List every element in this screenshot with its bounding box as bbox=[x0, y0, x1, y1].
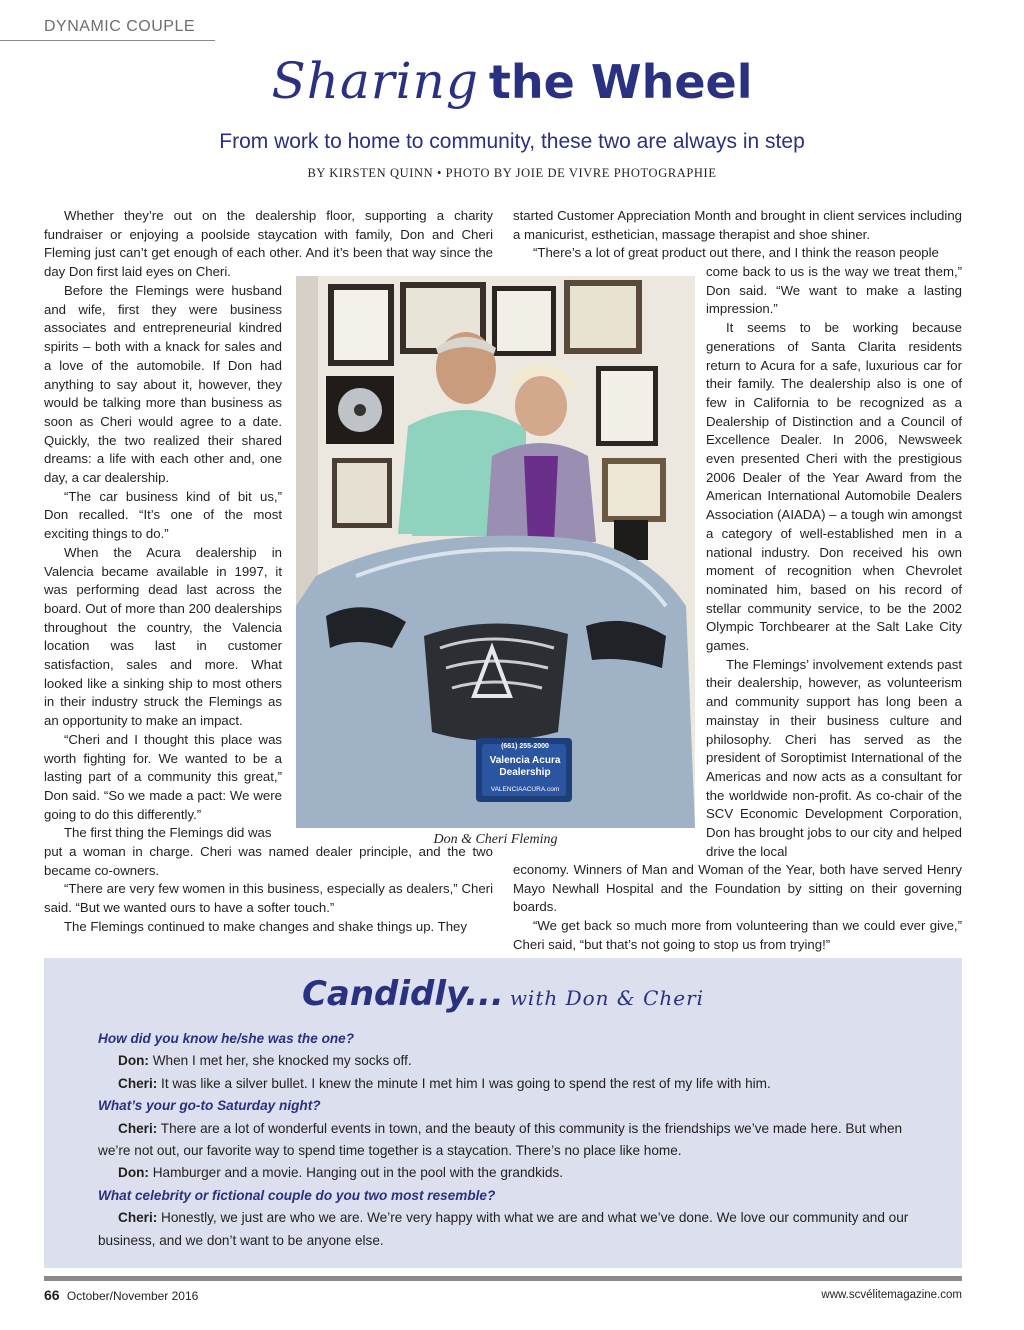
article-column-left-top bbox=[44, 207, 493, 282]
article-column-right-top bbox=[513, 207, 962, 263]
framed-award-7 bbox=[602, 458, 666, 522]
paragraph: Whether they’re out on the dealership floor, supporting a charity fundraiser or enjoying a poolside staycation with family, Don and Cheri Fleming just can’t get enough of each other. And it’s been that way since the day Don first laid eyes on Cheri. bbox=[44, 208, 493, 280]
sidebar-title-big: Candidly... bbox=[301, 974, 504, 1014]
plate-dealer-name: Valencia Acura Dealership bbox=[489, 755, 561, 778]
photo-caption: Don & Cheri Fleming bbox=[433, 832, 558, 847]
question: What’s your go-to Saturday night? bbox=[98, 1098, 321, 1114]
framed-award-5 bbox=[564, 280, 642, 354]
license-plate bbox=[480, 742, 570, 794]
paragraph: “There’s a lot of great product out there, and I think the reason people bbox=[533, 245, 939, 261]
title-script: Sharing bbox=[271, 52, 479, 110]
speaker: Don: bbox=[118, 1053, 149, 1069]
page-number: 66 bbox=[44, 1287, 60, 1303]
answer bbox=[98, 1118, 918, 1163]
paragraph: “Cheri and I thought this place was worth fighting for. We wanted to be a lasting part of a community this great,” Don said. “So we made a pact: We were going to do this differently.” bbox=[44, 731, 282, 822]
qa-list bbox=[98, 1028, 918, 1252]
paragraph: It seems to be working because generations of Santa Clarita residents return to Acura for a safe, luxurious car for their family. The dealership also is one of few in California to be recognized as a Dealership of Distinction and a Council of Excellence Dealer. In 2006, Newsweek even presented Cheri with the prestigious 2006 Dealer of the Year Award from the American International Automobile Dealers Association (AIADA) – a tough win amongst a category of well-established men in a national industry. Don received his own moment of recognition when Chevrolet nominated him, based on his record of stellar community service, to be the 2002 Olympic Torchbearer at the Salt Lake City games. bbox=[706, 320, 962, 654]
speaker: Cheri: bbox=[118, 1075, 158, 1091]
answer bbox=[98, 1050, 918, 1072]
question: What celebrity or fictional couple do you two most resemble? bbox=[98, 1187, 496, 1203]
issue-date: October/November 2016 bbox=[66, 1289, 199, 1303]
paragraph: “There are very few women in this business, especially as dealers,” Cheri said. “But we wanted ours to have a softer touch.” bbox=[44, 881, 493, 916]
framed-award-1 bbox=[328, 284, 394, 366]
footer-rule bbox=[44, 1276, 962, 1281]
question: How did you know he/she was the one? bbox=[98, 1031, 355, 1046]
couple-photo bbox=[296, 276, 695, 828]
paragraph: put a woman in charge. Cheri was named dealer principle, and the two became co-owners. bbox=[44, 844, 493, 878]
sidebar-title-script: with Don & Cheri bbox=[509, 986, 705, 1010]
framed-award-2 bbox=[326, 376, 394, 444]
answer-text: When I met her, she knocked my socks off. bbox=[148, 1053, 412, 1069]
paragraph: The Flemings’ involvement extends past their dealership, however, as volunteerism and community support has long been a mainstay in their business culture and philosophy. Cheri has served as the president of Soroptimist International of the Americas and now acts as a consultant for the worldwide non-profit. As co-chair of the SCV Economic Development Corporation, Don has brought jobs to our city and helped drive the local bbox=[706, 656, 962, 859]
byline: BY KIRSTEN QUINN • PHOTO BY JOIE DE VIVRE PHOTOGRAPHIE bbox=[307, 166, 717, 180]
article-title bbox=[0, 52, 1024, 110]
paragraph: The Flemings continued to make changes and shake things up. They bbox=[64, 918, 467, 934]
framed-award-4 bbox=[492, 286, 556, 356]
framed-award-6 bbox=[596, 366, 658, 446]
article-column-right-mid bbox=[706, 263, 962, 862]
framed-award-9 bbox=[332, 458, 392, 528]
answer bbox=[98, 1162, 918, 1184]
answer bbox=[98, 1207, 918, 1252]
article-column-right-bottom bbox=[513, 861, 962, 955]
paragraph: economy. Winners of Man and Woman of the Year, both have served Henry Mayo Newhall Hospital and the Foundation by sitting on their governing boards. bbox=[513, 862, 962, 915]
answer-text: There are a lot of wonderful events in town, and the beauty of this community is the friendships we’ve made here. But when we’re not out, our favorite way to spend time together is a staycation. There’s no place like home. bbox=[98, 1120, 903, 1159]
paragraph: “We get back so much more from volunteering than we could ever give,” Cheri said, “but that’s not going to stop us from trying!” bbox=[513, 918, 962, 952]
footer-left bbox=[44, 1287, 198, 1303]
article-column-left-bottom bbox=[44, 843, 493, 937]
paragraph: come back to us is the way we treat them,” Don said. “We want to make a lasting impression.” bbox=[706, 264, 962, 317]
candidly-sidebar bbox=[44, 958, 962, 1268]
plate-website: VALENCIAACURA.com bbox=[490, 786, 560, 793]
sidebar-title bbox=[44, 974, 962, 1014]
answer-text: Hamburger and a movie. Hanging out in the pool with the grandkids. bbox=[148, 1165, 564, 1181]
paragraph: When the Acura dealership in Valencia became available in 1997, it was performing dead last across the board. Out of more than 200 dealerships throughout the country, the Valencia location was last in customer satisfaction, sales and more. What looked like a sinking ship to most others in their industry struck the Flemings as an opportunity to make an impact. bbox=[44, 544, 282, 729]
website-link[interactable]: www.scvélitemagazine.com bbox=[821, 1289, 962, 1301]
answer-text: It was like a silver bullet. I knew the minute I met him I was going to spend the rest of my life with him. bbox=[157, 1075, 771, 1091]
article-subtitle: From work to home to community, these two are always in step bbox=[219, 130, 805, 153]
speaker: Cheri: bbox=[118, 1210, 158, 1226]
paragraph: started Customer Appreciation Month and brought in client services including a manicurist, esthetician, massage therapist and shoe shiner. bbox=[513, 208, 962, 242]
answer bbox=[98, 1073, 918, 1095]
article-column-left-mid bbox=[44, 282, 282, 843]
plate-phone: (661) 255-2000 bbox=[501, 743, 549, 750]
title-bold: the Wheel bbox=[488, 55, 753, 109]
paragraph: The first thing the Flemings did was bbox=[64, 825, 272, 841]
section-label: DYNAMIC COUPLE bbox=[0, 18, 215, 41]
paragraph: Before the Flemings were husband and wife, first they were business associates and entrepreneurial kindred spirits – both with a knack for sales and a love of the automobile. If Don had anything to say about it, however, they would be talking more than business as soon as Cheri would agree to a date. Quickly, the two realized their shared dreams: a life with each other and, one day, a car dealership. bbox=[44, 283, 282, 486]
speaker: Don: bbox=[118, 1165, 149, 1181]
speaker: Cheri: bbox=[118, 1120, 158, 1136]
paragraph: “The car business kind of bit us,” Don recalled. “It’s one of the most exciting things to do.” bbox=[44, 488, 282, 542]
answer-text: Honestly, we just are who we are. We’re very happy with what we are and what we’ve done. We love our community and our business, and we don’t want to be anyone else. bbox=[98, 1210, 909, 1248]
